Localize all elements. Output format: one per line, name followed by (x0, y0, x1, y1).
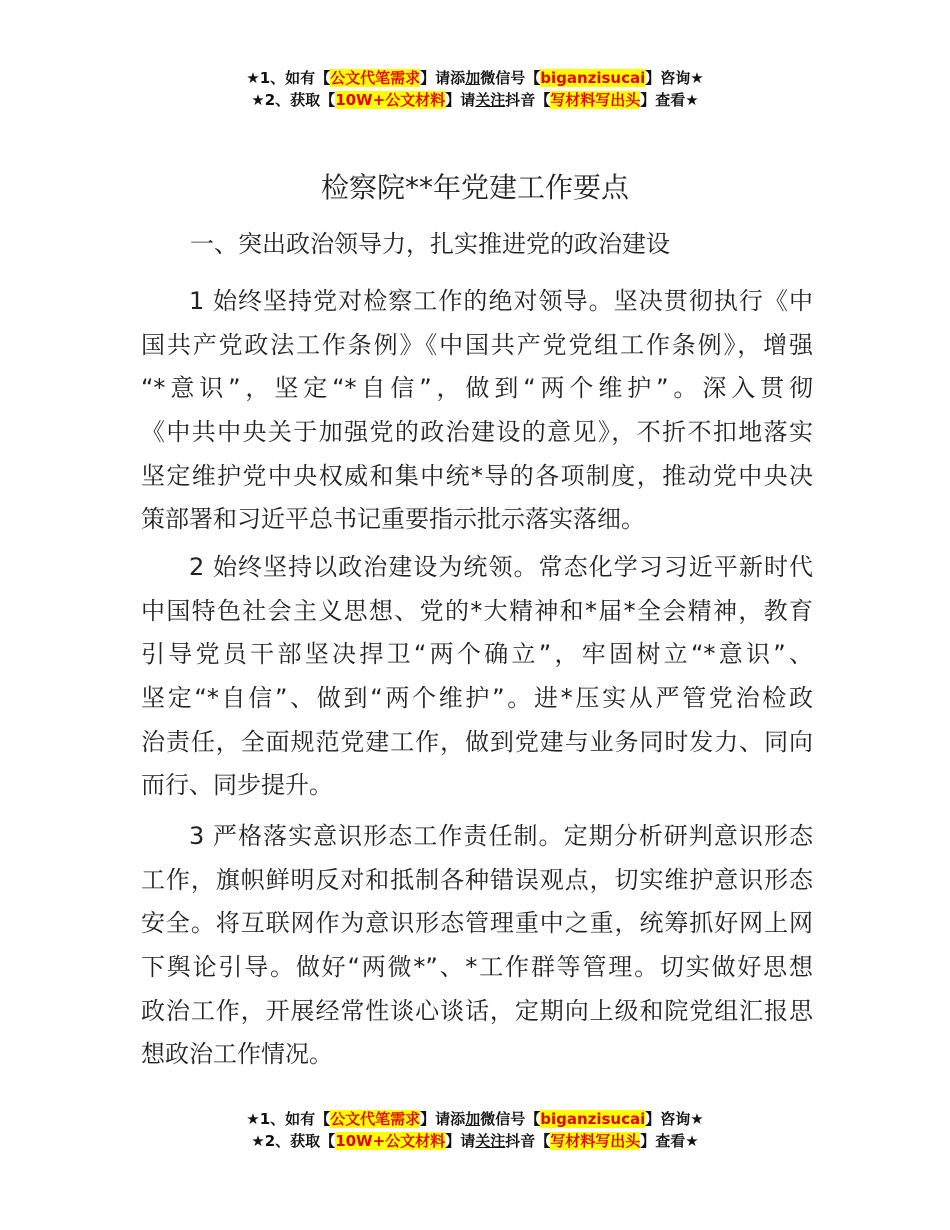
promo-line-2 (0, 1130, 950, 1152)
promo-highlight: 10W+公文材料 (335, 1132, 446, 1150)
section-heading: 一、突出政治领导力，扎实推进党的政治建设 (190, 230, 670, 258)
promo-douyin-id: 写材料写出头 (550, 91, 641, 109)
promo-text: 】请 (445, 91, 476, 109)
promo-highlight: 公文代笔需求 (330, 1110, 421, 1128)
promo-text: 微信号【 (480, 1110, 541, 1128)
page-title: 检察院**年党建工作要点 (320, 171, 629, 204)
promo-text: 关注 (475, 91, 506, 109)
top-promo-banner (0, 67, 950, 111)
paragraph-line: 坚定“*自信”、做到“两个维护”。进*压实从严管党治检政 (141, 684, 813, 713)
bottom-promo-banner (0, 1108, 950, 1152)
promo-text: 抖音【 (505, 1132, 551, 1150)
paragraph-line: 引导党员干部坚决捍卫“两个确立”，牢固树立“*意识”、 (141, 640, 813, 669)
promo-text: 微信号【 (480, 69, 541, 87)
promo-text: 】请 (445, 1132, 476, 1150)
promo-text: ★2、获取【 (251, 1132, 336, 1150)
promo-highlight: 公文代笔需求 (330, 69, 421, 87)
promo-douyin-id: 写材料写出头 (550, 1132, 641, 1150)
paragraph-line: 政治工作，开展经常性谈心谈话，定期向上级和院党组汇报思 (141, 996, 813, 1025)
promo-text: ★2、获取【 (251, 91, 336, 109)
promo-text: 加 (465, 69, 481, 87)
promo-text: 】查看★ (640, 1132, 699, 1150)
paragraph-line: “*意识”，坚定“*自信”，做到“两个维护”。深入贯彻 (141, 374, 813, 403)
paragraph-line: 3 严格落实意识形态工作责任制。定期分析研判意识形态 (189, 822, 813, 850)
promo-wechat-id: biganzisucai (540, 69, 646, 87)
paragraph-line: 坚定维护党中央权威和集中统*导的各项制度，推动党中央决 (141, 461, 813, 490)
promo-text: ★1、如有【 (246, 1110, 331, 1128)
paragraph-3 (141, 815, 813, 1077)
paragraph-line: 《中共中央关于加强党的政治建设的意见》，不折不扣地落实 (141, 418, 813, 447)
paragraph-line: 策部署和习近平总书记重要指示批示落实落细。 (141, 505, 645, 534)
paragraph-line: 安全。将互联网作为意识形态管理重中之重，统筹抓好网上网 (141, 909, 813, 938)
promo-text: 抖音【 (505, 91, 551, 109)
paragraph-line: 下舆论引导。做好“两微*”、*工作群等管理。切实做好思想 (141, 953, 813, 982)
promo-line-1 (0, 1108, 950, 1130)
promo-line-2 (0, 89, 950, 111)
paragraph-line: 而行、同步提升。 (141, 771, 333, 800)
promo-text: 加 (465, 1110, 481, 1128)
promo-highlight: 10W+公文材料 (335, 91, 446, 109)
paragraph-line: 2 始终坚持以政治建设为统领。常态化学习习近平新时代 (189, 553, 813, 581)
paragraph-line: 想政治工作情况。 (141, 1040, 333, 1069)
paragraph-line: 中国特色社会主义思想、党的*大精神和*届*全会精神，教育 (141, 596, 813, 625)
promo-text: 】请添 (420, 69, 466, 87)
promo-text: 】请添 (420, 1110, 466, 1128)
promo-text: 】咨询★ (645, 69, 704, 87)
paragraph-line: 工作，旗帜鲜明反对和抵制各种错误观点，切实维护意识形态 (141, 865, 813, 894)
promo-text: 】咨询★ (645, 1110, 704, 1128)
paragraph-line: 1 始终坚持党对检察工作的绝对领导。坚决贯彻执行《中 (189, 287, 813, 315)
promo-text: ★1、如有【 (246, 69, 331, 87)
paragraph-1 (141, 280, 813, 542)
promo-line-1 (0, 67, 950, 89)
promo-wechat-id: biganzisucai (540, 1110, 646, 1128)
promo-text: 关注 (475, 1132, 506, 1150)
paragraph-2 (141, 546, 813, 808)
promo-text: 】查看★ (640, 91, 699, 109)
paragraph-line: 治责任，全面规范党建工作，做到党建与业务同时发力、同向 (141, 727, 813, 756)
paragraph-line: 国共产党政法工作条例》《中国共产党党组工作条例》，增强 (141, 330, 813, 359)
